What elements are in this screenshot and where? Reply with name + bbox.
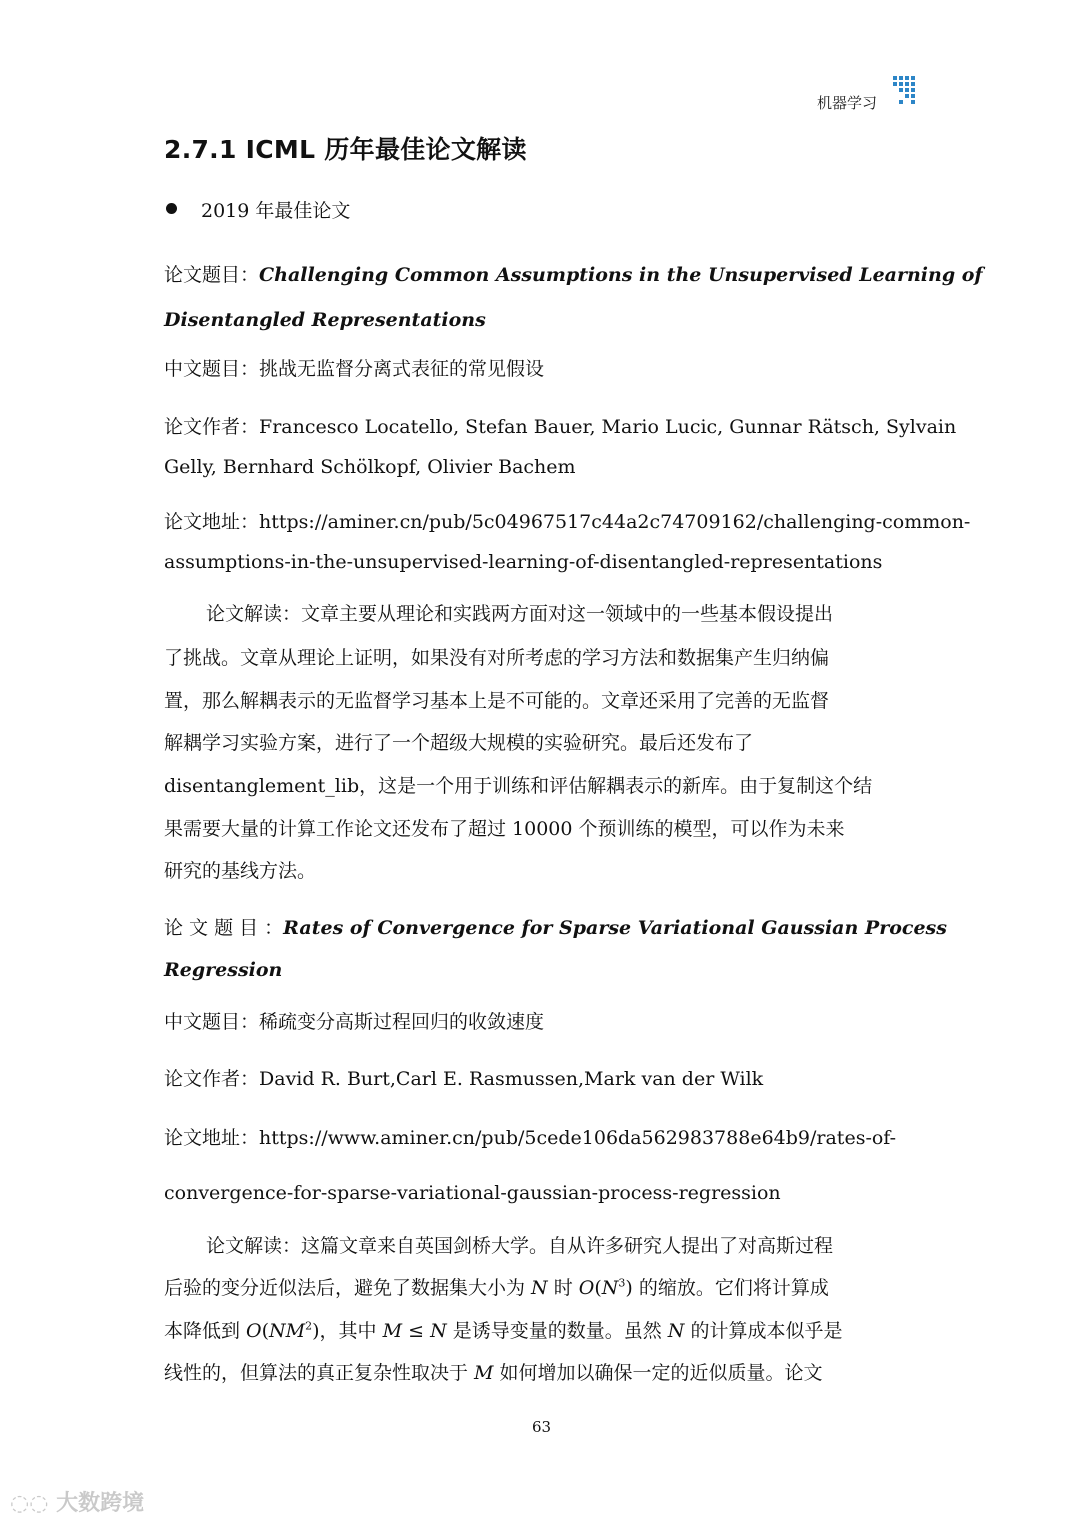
paper2-summary-line bbox=[164, 1275, 829, 1301]
paper1-authors-line2: Gelly, Bernhard Schölkopf, Olivier Bachem bbox=[164, 456, 576, 478]
bullet-dot bbox=[166, 203, 177, 214]
math-var: M bbox=[474, 1362, 494, 1384]
paper2-title-line2: Regression bbox=[164, 959, 283, 981]
paper2-title-text: Rates of Convergence for Sparse Variational Gaussian Process bbox=[283, 917, 947, 939]
bullet-heading: 2019 年最佳论文 bbox=[201, 200, 351, 222]
paper2-summary-line bbox=[164, 1318, 842, 1344]
summary-fragment: 线性的，但算法的真正复杂性取决于 bbox=[164, 1362, 475, 1384]
paper1-title-text: Challenging Common Assumptions in the Unsupervised Learning of bbox=[259, 264, 983, 286]
paper1-authors-text: Francesco Locatello, Stefan Bauer, Mario Lucic, Gunnar Rätsch, Sylvain bbox=[259, 416, 957, 438]
summary-fragment: 的计算成本似乎是 bbox=[684, 1320, 843, 1342]
math-var: M bbox=[382, 1320, 403, 1342]
math-var: N bbox=[601, 1277, 619, 1299]
summary-fragment: )，其中 bbox=[312, 1320, 383, 1342]
paper1-summary-line: 论文解读：文章主要从理论和实践两方面对这一领域中的一些基本假设提出 bbox=[206, 603, 834, 625]
watermark-logo-icon: ◌◌ bbox=[10, 1491, 57, 1516]
paper1-url-label: 论文地址： bbox=[164, 511, 260, 533]
paper1-summary-line: disentanglement_lib，这是一个用于训练和评估解耦表示的新库。由于复制这个结 bbox=[164, 775, 873, 797]
watermark bbox=[10, 1486, 144, 1517]
summary-fragment: 如何增加以确保一定的近似质量。论文 bbox=[493, 1362, 823, 1384]
paper2-authors bbox=[164, 1066, 763, 1092]
math-var: N bbox=[531, 1277, 548, 1299]
paper2-url-text[interactable]: https://www.aminer.cn/pub/5cede106da562983788e64b9/rates-of- bbox=[259, 1127, 897, 1149]
running-header-label: 机器学习 bbox=[817, 94, 878, 112]
paper1-summary-line: 置，那么解耦表示的无监督学习基本上是不可能的。文章还采用了完善的无监督 bbox=[164, 690, 830, 712]
paper2-summary-line: 论文解读：这篇文章来自英国剑桥大学。自从许多研究人提出了对高斯过程 bbox=[206, 1235, 834, 1257]
paper1-summary-line: 了挑战。文章从理论上证明，如果没有对所考虑的学习方法和数据集产生归纳偏 bbox=[164, 647, 830, 669]
paper1-url-line1 bbox=[164, 509, 970, 535]
paper2-summary-line bbox=[164, 1360, 823, 1386]
math-var: O bbox=[578, 1277, 595, 1299]
paper1-cn-title-label: 中文题目： bbox=[164, 358, 260, 380]
page-number: 63 bbox=[532, 1418, 552, 1436]
paper2-cn-title-label: 中文题目： bbox=[164, 1011, 260, 1033]
paper2-authors-text: David R. Burt,Carl E. Rasmussen,Mark van der Wilk bbox=[259, 1068, 764, 1090]
summary-fragment: 后验的变分近似法后，避免了数据集大小为 bbox=[164, 1277, 532, 1299]
paper2-url-line1 bbox=[164, 1125, 896, 1151]
paper1-summary-line: 解耦学习实验方案，进行了一个超级大规模的实验研究。最后还发布了 bbox=[164, 732, 754, 754]
paper2-title-line1 bbox=[164, 915, 947, 941]
math-var: N bbox=[667, 1320, 685, 1342]
summary-fragment: ( bbox=[261, 1320, 270, 1342]
summary-fragment: 是诱导变量的数量。虽然 bbox=[446, 1320, 668, 1342]
paper2-cn-title bbox=[164, 1009, 544, 1035]
paper1-url-text[interactable]: https://aminer.cn/pub/5c04967517c44a2c74709162/challenging-common- bbox=[259, 511, 971, 533]
paper1-title-line2: Disentangled Representations bbox=[164, 309, 486, 331]
paper2-title-label: 论 文 题 目 ： bbox=[164, 917, 284, 939]
paper1-summary-line: 研究的基线方法。 bbox=[164, 860, 317, 882]
watermark-text: 大数跨境 bbox=[56, 1491, 145, 1516]
summary-fragment: ) 的缩放。它们将计算成 bbox=[625, 1277, 829, 1299]
paper1-authors-line1 bbox=[164, 414, 956, 440]
paper1-cn-title bbox=[164, 356, 544, 382]
book-logo-icon bbox=[893, 76, 919, 108]
paper1-authors-label: 论文作者： bbox=[164, 416, 260, 438]
math-var: NM bbox=[269, 1320, 306, 1342]
paper1-title-label: 论文题目： bbox=[164, 264, 260, 286]
summary-fragment: 本降低到 bbox=[164, 1320, 247, 1342]
paper1-cn-title-text: 挑战无监督分离式表征的常见假设 bbox=[259, 358, 545, 380]
paper1-summary-line: 果需要大量的计算工作论文还发布了超过 10000 个预训练的模型，可以作为未来 bbox=[164, 818, 845, 840]
paper2-url-label: 论文地址： bbox=[164, 1127, 260, 1149]
summary-fragment: ( bbox=[594, 1277, 602, 1299]
paper2-authors-label: 论文作者： bbox=[164, 1068, 260, 1090]
summary-fragment: 时 bbox=[547, 1277, 579, 1299]
math-var: N bbox=[430, 1320, 447, 1342]
paper2-cn-title-text: 稀疏变分高斯过程回归的收敛速度 bbox=[259, 1011, 545, 1033]
paper1-title-line1 bbox=[164, 262, 983, 288]
section-title: 2.7.1 ICML 历年最佳论文解读 bbox=[164, 135, 527, 164]
math-exponent: 3 bbox=[618, 1276, 626, 1290]
math-exponent: 2 bbox=[305, 1319, 313, 1333]
paper1-url-line2[interactable]: assumptions-in-the-unsupervised-learning-of-disentangled-representations bbox=[164, 551, 883, 573]
math-symbol: ≤ bbox=[402, 1320, 431, 1342]
paper2-url-line2[interactable]: convergence-for-sparse-variational-gaussian-process-regression bbox=[164, 1182, 781, 1204]
math-var: O bbox=[246, 1320, 262, 1342]
